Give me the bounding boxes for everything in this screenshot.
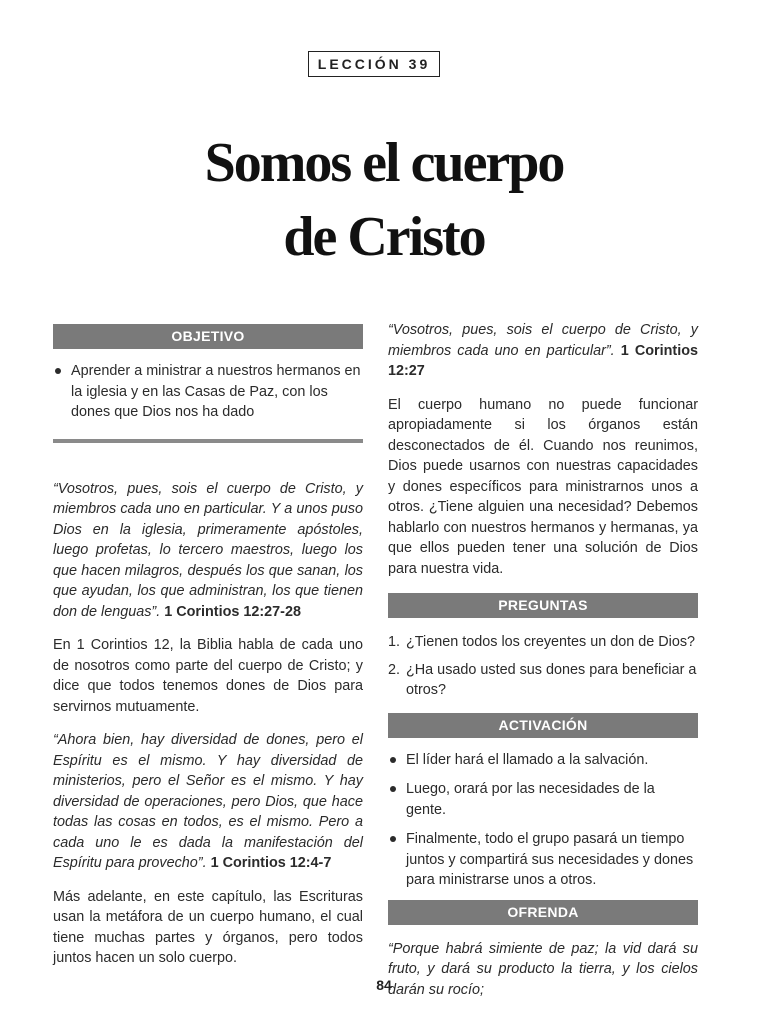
paragraph-1: En 1 Corintios 12, la Biblia habla de cada uno de nosotros como parte del cuerpo de Cristo; y dice que todos tenemos dones de Dios para servirnos mutuamente.: [53, 637, 363, 715]
title-line-1: Somos el cuerpo: [204, 132, 564, 194]
section-divider: [53, 439, 363, 443]
left-column: [53, 324, 363, 969]
activation-list: [388, 750, 698, 891]
offering-quote: “Porque habrá simiente de paz; la vid dará su fruto, y dará su producto la tierra, y los cielos darán su rocío;: [388, 940, 698, 998]
quote-3-text: “Vosotros, pues, sois el cuerpo de Cristo, y miembros cada uno en particular”.: [388, 322, 698, 359]
quote-2: [53, 730, 363, 874]
objective-item: Aprender a ministrar a nuestros hermanos en la iglesia y en las Casas de Paz, con los dones que Dios nos ha dado: [53, 361, 363, 423]
question-text: ¿Tienen todos los creyentes un don de Dios?: [406, 634, 696, 650]
quote-1: [53, 479, 363, 623]
activation-item: Finalmente, todo el grupo pasará un tiempo juntos y compartirá sus necesidades y dones para ministrarse unos a otros.: [388, 829, 698, 891]
paragraph-3: El cuerpo humano no puede funcionar apropiadamente si los órganos están desconectados de él. Cuando nos reunimos, Dios puede usarnos con nuestras capacidades y dones específicos para ministrarnos unos a otros. ¿Tiene alguien una necesidad? Debemos hablarlo con nuestros hermanos y hermanas, ya que ellos pueden tener una solución de Dios para nuestra vida.: [388, 396, 698, 577]
activation-header: ACTIVACIÓN: [388, 713, 698, 738]
right-column: [388, 320, 698, 1000]
question-text: ¿Ha usado usted sus dones para beneficiar a otros?: [406, 661, 697, 698]
activation-item: El líder hará el llamado a la salvación.: [388, 750, 698, 771]
quote-2-reference: 1 Corintios 12:4-7: [210, 855, 332, 871]
title-line-2: de Cristo: [283, 206, 485, 268]
lesson-label: LECCIÓN 39: [308, 51, 440, 77]
offering-header: OFRENDA: [388, 900, 698, 925]
paragraph-2: Más adelante, en este capítulo, las Escrituras usan la metáfora de un cuerpo humano, el cual tiene muchas partes y órganos, pero todos juntos hacen un solo cuerpo.: [53, 888, 363, 966]
quote-3-reference: 1 Corintios 12:27: [388, 342, 698, 379]
question-item: [388, 660, 698, 701]
question-item: [388, 632, 698, 653]
questions-header: PREGUNTAS: [388, 593, 698, 618]
question-number: 2.: [388, 661, 401, 678]
quote-2-text: “Ahora bien, hay diversidad de dones, pero el Espíritu es el mismo. Y hay diversidad de ministerios, pero el Señor es el mismo. Y hay diversidad de operaciones, pero Dios, que hace todas las cosas en todos, es el mismo. Pero a cada uno le es dada la manifestación del Espíritu para provecho”.: [53, 732, 363, 871]
activation-item: Luego, orará por las necesidades de la gente.: [388, 779, 698, 820]
page-number: 84: [376, 977, 392, 993]
question-number: 1.: [388, 634, 401, 650]
questions-list: [388, 632, 698, 701]
quote-1-reference: 1 Corintios 12:27-28: [164, 603, 301, 620]
page-title: [0, 126, 768, 274]
quote-1-text: “Vosotros, pues, sois el cuerpo de Cristo, y miembros cada uno en particular. Y a unos puso Dios en la iglesia, primeramente apóstoles, luego profetas, lo tercero maestros, luego los que hacen milagros, después los que sanan, los que ayudan, los que administran, los que tienen don de lenguas”.: [53, 480, 363, 620]
quote-3: [388, 320, 698, 382]
objective-header: OBJETIVO: [53, 324, 363, 349]
objective-list: [53, 361, 363, 423]
